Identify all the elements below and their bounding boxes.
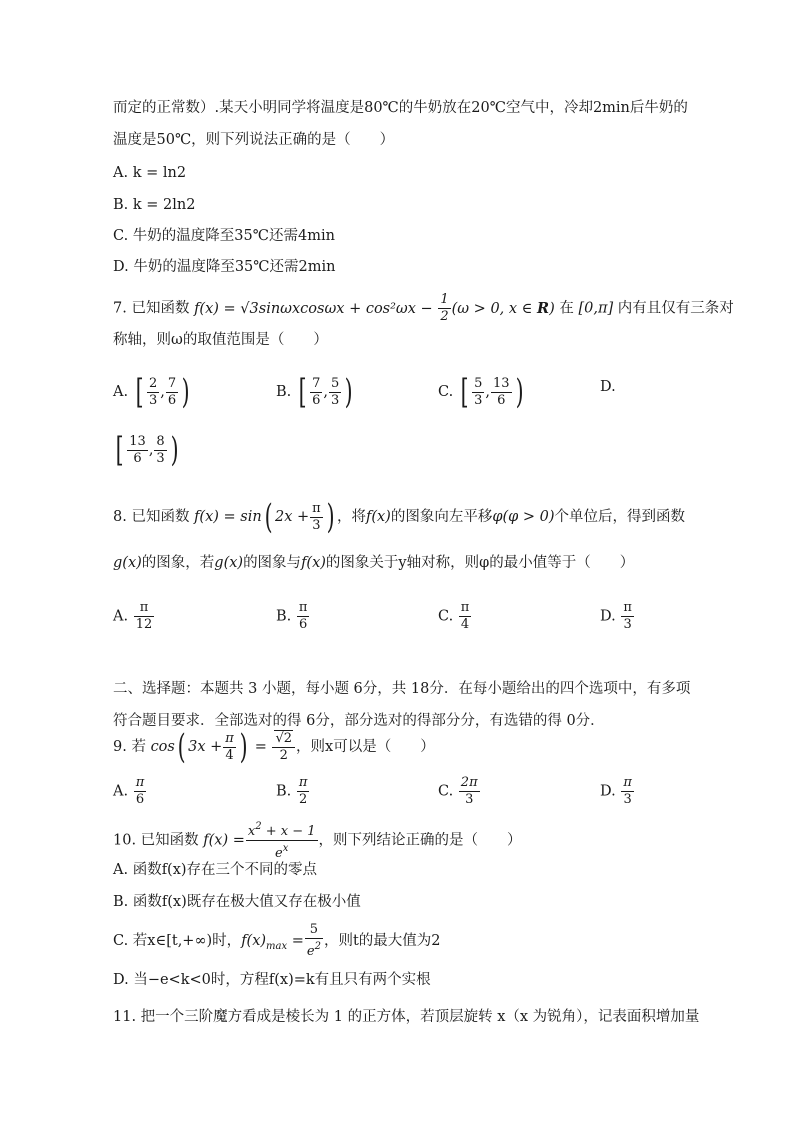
q10-option-b: B. 函数f(x)既存在极大值又存在极小值: [113, 894, 361, 910]
q6-option-a: A. k = ln2: [113, 165, 187, 181]
q9-stem: 9. 若 cos( 3x + $\frac{\pi}{4}$ ) = $\frac{√2}{2}$ ，则x可以是（ ）: [113, 727, 435, 767]
q10-option-c: C. 若x∈[t,+∞)时，$f(x)_{max}$ = $\frac{5}{e^2}$ ，则t的最大值为2: [113, 922, 441, 959]
q7-stem-line-2: 称轴，则ω的取值范围是（ ）: [113, 332, 328, 348]
q6-option-b: B. k = 2ln2: [113, 197, 196, 213]
q8-stem-line-2: g(x)的图象，若g(x)的图象与f(x)的图象关于y轴对称，则φ的最小值等于（ ）: [113, 555, 635, 571]
q7-option-a: A. [ $\frac{2}{3}$ , $\frac{7}{6}$ ): [113, 372, 190, 412]
q8-option-d: D. $\frac{\pi}{3}$: [600, 600, 632, 632]
q10-option-d: D. 当−e<k<0时，方程f(x)=k有且只有两个实根: [113, 972, 431, 988]
q7-interval: [0,π]: [578, 300, 614, 317]
q6-line-1: 而定的正常数）.某天小明同学将温度是80℃的牛奶放在20℃空气中，冷却2min后牛奶的: [113, 100, 688, 116]
q9-option-b: B. $\frac{\pi}{2}$: [276, 775, 308, 807]
q6-option-c: C. 牛奶的温度降至35℃还需4min: [113, 228, 335, 244]
q10-stem: 10. 已知函数 f(x) = $\frac{x^2 + x - 1}{e^x}$ ，则下列结论正确的是（ ）: [113, 821, 522, 861]
q8-option-b: B. $\frac{\pi}{6}$: [276, 600, 308, 632]
section-2-line-2: 符合题目要求．全部选对的得 6分，部分选对的得部分分，有选错的得 0分．: [113, 713, 605, 729]
q7-half-fraction: $\frac{1}{2}$: [440, 292, 449, 324]
q7-option-c: C. [ $\frac{5}{3}$ , $\frac{13}{6}$ ): [438, 372, 524, 412]
q7-cond: 在: [559, 300, 574, 317]
q7-option-d: [ $\frac{13}{6}$ , $\frac{8}{3}$ ): [115, 430, 179, 470]
q7-option-d-label: D.: [600, 379, 616, 395]
q6-line-2: 温度是50℃，则下列说法正确的是（ ）: [113, 132, 395, 148]
q9-option-c: C. $\frac{2\pi}{3}$: [438, 775, 478, 807]
q10-option-a: A. 函数f(x)存在三个不同的零点: [113, 862, 318, 878]
q8-option-a: A. $\frac{\pi}{12}$: [113, 600, 153, 632]
q7-function: f(x) = √3sinωxcosωx + cos²ωx − $\frac{1}{2}$ (ω > 0, x ∈ R): [194, 292, 555, 324]
q7-stem-line-1: [113, 292, 734, 325]
q9-option-a: A. $\frac{\pi}{6}$: [113, 775, 145, 807]
q9-option-d: D. $\frac{\pi}{3}$: [600, 775, 632, 807]
q7-option-b: B. [ $\frac{7}{6}$ , $\frac{5}{3}$ ): [276, 372, 353, 412]
q7-tail: 内有且仅有三条对: [617, 300, 734, 317]
section-2-line-1: 二、选择题：本题共 3 小题，每小题 6分，共 18分．在每小题给出的四个选项中，有多项: [113, 681, 691, 697]
q6-option-d: D. 牛奶的温度降至35℃还需2min: [113, 259, 336, 275]
q8-option-c: C. $\frac{\pi}{4}$: [438, 600, 470, 632]
q11-line-1: 11. 把一个三阶魔方看成是棱长为 1 的正方体，若顶层旋转 x（x 为锐角），记表面积增加量: [113, 1009, 700, 1025]
q8-stem-line-1: 8. 已知函数 f(x) = sin( 2x + $\frac{\pi}{3}$ ) ，将f(x)的图象向左平移φ(φ > 0)个单位后，得到函数: [113, 497, 686, 537]
q7-prefix: 7. 已知函数: [113, 300, 190, 317]
